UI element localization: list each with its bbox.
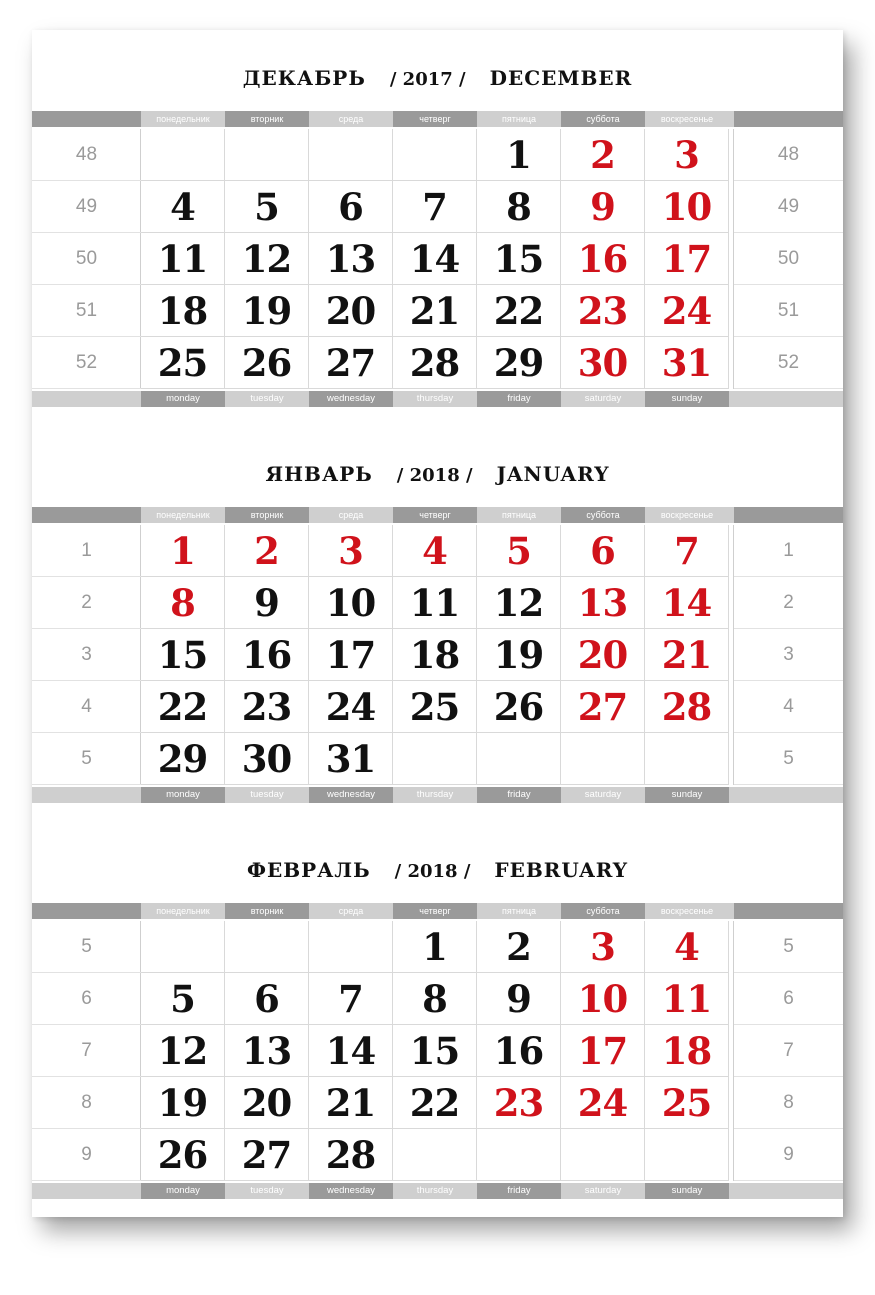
- week-number-right: 9: [734, 1129, 843, 1181]
- day-cell: 1: [477, 129, 561, 181]
- month-block: [32, 426, 843, 804]
- day-cell: 19: [477, 629, 561, 681]
- weekday-label-ru: понедельник: [141, 111, 225, 127]
- weekday-footer-en: [32, 787, 843, 803]
- day-cell: 15: [393, 1025, 477, 1077]
- day-cell: 8: [477, 181, 561, 233]
- day-cell: 23: [477, 1077, 561, 1129]
- day-cell: 12: [477, 577, 561, 629]
- day-cell: 13: [225, 1025, 309, 1077]
- weekday-label-ru: вторник: [225, 111, 309, 127]
- day-cell: 19: [141, 1077, 225, 1129]
- week-number-left: 1: [32, 525, 141, 577]
- day-cell: 4: [393, 525, 477, 577]
- weekday-label-en: saturday: [561, 1183, 645, 1199]
- day-cell: [645, 1129, 729, 1181]
- day-cell: 2: [477, 921, 561, 973]
- month-name-en: JANUARY: [496, 462, 610, 486]
- day-cell: [225, 129, 309, 181]
- day-cell: 22: [141, 681, 225, 733]
- day-cell: [393, 733, 477, 785]
- week-number-right: 5: [734, 921, 843, 973]
- weekday-label-ru: четверг: [393, 507, 477, 523]
- day-cell: 30: [225, 733, 309, 785]
- weekday-header-ru: [32, 903, 843, 919]
- month-name-ru: ДЕКАБРЬ: [242, 66, 366, 90]
- weekday-label-en: tuesday: [225, 1183, 309, 1199]
- day-cell: 30: [561, 337, 645, 389]
- day-cell: 14: [309, 1025, 393, 1077]
- weekday-label-ru: четверг: [393, 903, 477, 919]
- weekday-label-en: tuesday: [225, 391, 309, 407]
- day-cell: 10: [561, 973, 645, 1025]
- day-cell: 25: [393, 681, 477, 733]
- week-number-right: 2: [734, 577, 843, 629]
- weekday-label-en: friday: [477, 787, 561, 803]
- weekday-label-en: wednesday: [309, 1183, 393, 1199]
- day-cell: 31: [645, 337, 729, 389]
- month-year: / 2018 /: [396, 465, 473, 486]
- weekday-label-en: thursday: [393, 1183, 477, 1199]
- week-number-left: 52: [32, 337, 141, 389]
- day-cell: 28: [645, 681, 729, 733]
- week-number-left: 2: [32, 577, 141, 629]
- day-cell: 18: [393, 629, 477, 681]
- week-number-left: 51: [32, 285, 141, 337]
- month-year: / 2018 /: [394, 861, 471, 882]
- day-cell: 7: [645, 525, 729, 577]
- week-number-left: 8: [32, 1077, 141, 1129]
- header-side-right: [734, 111, 843, 127]
- week-number-right: 8: [734, 1077, 843, 1129]
- calendar-sheet: [32, 30, 843, 1217]
- weekday-label-en: saturday: [561, 787, 645, 803]
- day-cell: 17: [645, 233, 729, 285]
- weekday-label-ru: четверг: [393, 111, 477, 127]
- weekday-label-ru: среда: [309, 111, 393, 127]
- header-side-right: [734, 903, 843, 919]
- month-name-ru: ЯНВАРЬ: [265, 462, 373, 486]
- day-cell: 11: [141, 233, 225, 285]
- day-cell: 2: [225, 525, 309, 577]
- day-cell: 20: [225, 1077, 309, 1129]
- day-cell: 5: [477, 525, 561, 577]
- weekday-label-en: wednesday: [309, 787, 393, 803]
- week-number-left: 7: [32, 1025, 141, 1077]
- weekday-footer-en: [32, 1183, 843, 1199]
- day-cell: 22: [477, 285, 561, 337]
- weekday-label-ru: суббота: [561, 111, 645, 127]
- day-cell: 10: [645, 181, 729, 233]
- month-title: [32, 66, 843, 96]
- day-cell: [141, 129, 225, 181]
- week-number-right: 7: [734, 1025, 843, 1077]
- day-cell: [225, 921, 309, 973]
- day-cell: 9: [477, 973, 561, 1025]
- day-cell: [393, 129, 477, 181]
- day-cell: 29: [477, 337, 561, 389]
- week-number-right: 51: [734, 285, 843, 337]
- weekday-label-ru: среда: [309, 903, 393, 919]
- day-cell: 25: [645, 1077, 729, 1129]
- weekday-label-en: monday: [141, 787, 225, 803]
- month-name-ru: ФЕВРАЛЬ: [246, 858, 371, 882]
- day-cell: 11: [393, 577, 477, 629]
- weekday-label-en: thursday: [393, 787, 477, 803]
- day-cell: 3: [309, 525, 393, 577]
- day-cell: 1: [141, 525, 225, 577]
- day-cell: 24: [561, 1077, 645, 1129]
- day-cell: 20: [309, 285, 393, 337]
- day-cell: 23: [561, 285, 645, 337]
- days-grid: [32, 129, 843, 389]
- weekday-label-ru: среда: [309, 507, 393, 523]
- month-block: [32, 822, 843, 1200]
- day-cell: 19: [225, 285, 309, 337]
- day-cell: 26: [141, 1129, 225, 1181]
- week-number-left: 6: [32, 973, 141, 1025]
- day-cell: 12: [141, 1025, 225, 1077]
- weekday-label-ru: пятница: [477, 903, 561, 919]
- month-block: [32, 30, 843, 408]
- day-cell: 16: [225, 629, 309, 681]
- weekday-label-ru: суббота: [561, 507, 645, 523]
- day-cell: 25: [141, 337, 225, 389]
- day-cell: 6: [225, 973, 309, 1025]
- day-cell: 26: [477, 681, 561, 733]
- weekday-label-ru: воскресенье: [645, 507, 729, 523]
- month-name-en: DECEMBER: [489, 66, 633, 90]
- day-cell: 28: [309, 1129, 393, 1181]
- day-cell: 15: [477, 233, 561, 285]
- header-side-right: [734, 507, 843, 523]
- week-number-left: 49: [32, 181, 141, 233]
- day-cell: 16: [561, 233, 645, 285]
- day-cell: 27: [561, 681, 645, 733]
- weekday-footer-en: [32, 391, 843, 407]
- weekday-label-ru: пятница: [477, 111, 561, 127]
- day-cell: 20: [561, 629, 645, 681]
- weekday-label-ru: воскресенье: [645, 903, 729, 919]
- day-cell: 24: [309, 681, 393, 733]
- day-cell: 24: [645, 285, 729, 337]
- week-number-left: 4: [32, 681, 141, 733]
- week-number-right: 49: [734, 181, 843, 233]
- week-number-right: 3: [734, 629, 843, 681]
- weekday-label-ru: вторник: [225, 507, 309, 523]
- day-cell: 4: [141, 181, 225, 233]
- day-cell: 23: [225, 681, 309, 733]
- week-number-right: 50: [734, 233, 843, 285]
- weekday-label-en: friday: [477, 391, 561, 407]
- day-cell: 12: [225, 233, 309, 285]
- week-number-right: 5: [734, 733, 843, 785]
- weekday-label-en: sunday: [645, 391, 729, 407]
- day-cell: 3: [561, 921, 645, 973]
- weekday-label-ru: суббота: [561, 903, 645, 919]
- day-cell: [309, 129, 393, 181]
- weekday-label-ru: понедельник: [141, 903, 225, 919]
- weekday-label-en: sunday: [645, 1183, 729, 1199]
- header-side-left: [32, 507, 141, 523]
- weekday-label-en: monday: [141, 391, 225, 407]
- day-cell: 2: [561, 129, 645, 181]
- day-cell: 7: [309, 973, 393, 1025]
- day-cell: 8: [141, 577, 225, 629]
- day-cell: 6: [309, 181, 393, 233]
- day-cell: 18: [141, 285, 225, 337]
- day-cell: 6: [561, 525, 645, 577]
- day-cell: 22: [393, 1077, 477, 1129]
- weekday-header-ru: [32, 507, 843, 523]
- day-cell: 14: [393, 233, 477, 285]
- days-grid: [32, 921, 843, 1181]
- day-cell: [393, 1129, 477, 1181]
- day-cell: 21: [645, 629, 729, 681]
- day-cell: [477, 733, 561, 785]
- day-cell: 31: [309, 733, 393, 785]
- week-number-left: 9: [32, 1129, 141, 1181]
- day-cell: 11: [645, 973, 729, 1025]
- day-cell: [561, 733, 645, 785]
- day-cell: 16: [477, 1025, 561, 1077]
- week-number-left: 50: [32, 233, 141, 285]
- weekday-label-en: friday: [477, 1183, 561, 1199]
- month-title: [32, 462, 843, 492]
- week-number-right: 52: [734, 337, 843, 389]
- day-cell: 5: [225, 181, 309, 233]
- day-cell: 17: [309, 629, 393, 681]
- day-cell: 28: [393, 337, 477, 389]
- weekday-label-ru: вторник: [225, 903, 309, 919]
- weekday-label-ru: понедельник: [141, 507, 225, 523]
- day-cell: 27: [309, 337, 393, 389]
- day-cell: 14: [645, 577, 729, 629]
- day-cell: 29: [141, 733, 225, 785]
- week-number-right: 1: [734, 525, 843, 577]
- week-number-right: 6: [734, 973, 843, 1025]
- weekday-label-en: thursday: [393, 391, 477, 407]
- days-grid: [32, 525, 843, 785]
- day-cell: 3: [645, 129, 729, 181]
- weekday-label-en: monday: [141, 1183, 225, 1199]
- day-cell: [645, 733, 729, 785]
- day-cell: 5: [141, 973, 225, 1025]
- month-title: [32, 858, 843, 888]
- day-cell: 18: [645, 1025, 729, 1077]
- day-cell: 1: [393, 921, 477, 973]
- week-number-left: 3: [32, 629, 141, 681]
- day-cell: 8: [393, 973, 477, 1025]
- day-cell: 21: [393, 285, 477, 337]
- weekday-label-en: sunday: [645, 787, 729, 803]
- day-cell: 10: [309, 577, 393, 629]
- day-cell: [309, 921, 393, 973]
- week-number-right: 48: [734, 129, 843, 181]
- weekday-header-ru: [32, 111, 843, 127]
- day-cell: [141, 921, 225, 973]
- header-side-left: [32, 111, 141, 127]
- weekday-label-en: tuesday: [225, 787, 309, 803]
- day-cell: 13: [561, 577, 645, 629]
- day-cell: 26: [225, 337, 309, 389]
- day-cell: [561, 1129, 645, 1181]
- day-cell: 13: [309, 233, 393, 285]
- day-cell: 27: [225, 1129, 309, 1181]
- header-side-left: [32, 903, 141, 919]
- day-cell: 17: [561, 1025, 645, 1077]
- week-number-left: 5: [32, 921, 141, 973]
- day-cell: 21: [309, 1077, 393, 1129]
- day-cell: [477, 1129, 561, 1181]
- day-cell: 4: [645, 921, 729, 973]
- month-name-en: FEBRUARY: [494, 858, 629, 882]
- day-cell: 15: [141, 629, 225, 681]
- day-cell: 7: [393, 181, 477, 233]
- day-cell: 9: [561, 181, 645, 233]
- weekday-label-ru: пятница: [477, 507, 561, 523]
- weekday-label-en: wednesday: [309, 391, 393, 407]
- week-number-left: 48: [32, 129, 141, 181]
- weekday-label-ru: воскресенье: [645, 111, 729, 127]
- weekday-label-en: saturday: [561, 391, 645, 407]
- month-year: / 2017 /: [389, 69, 466, 90]
- week-number-left: 5: [32, 733, 141, 785]
- week-number-right: 4: [734, 681, 843, 733]
- day-cell: 9: [225, 577, 309, 629]
